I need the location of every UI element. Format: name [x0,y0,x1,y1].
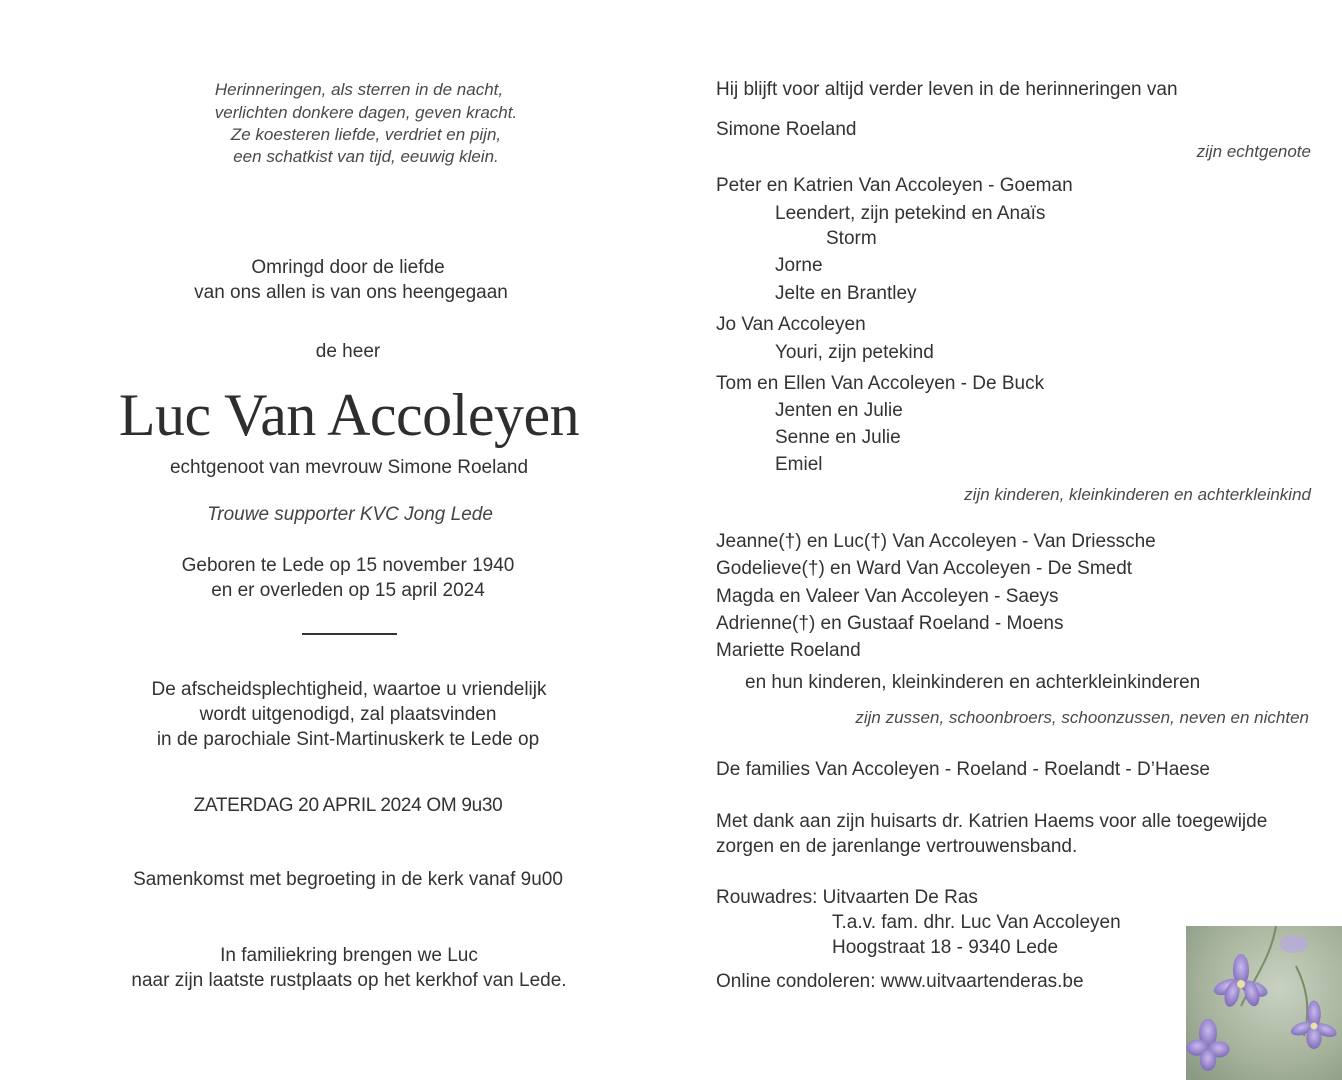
sibling-family: Adrienne(†) en Gustaaf Roeland - Moens [716,613,1064,634]
grandchild: Senne en Julie [775,427,901,448]
great-grandchild: Storm [826,228,877,249]
poem-line: Herinneringen, als sterren in de nacht, [214,80,504,99]
sibling-family: Mariette Roeland [716,640,861,661]
grandchild: Jenten en Julie [775,400,903,421]
thanks-line: Met dank aan zijn huisarts dr. Katrien Haems voor alle toegewijde [716,811,1268,832]
sibling-family: Magda en Valeer Van Accoleyen - Saeys [716,586,1059,607]
death-line: en er overleden op 15 april 2024 [211,580,485,601]
siblings-extra: en hun kinderen, kleinkinderen en achterkleinkinderen [745,672,1201,693]
child-family: Peter en Katrien Van Accoleyen - Goeman [716,175,1073,196]
spouse-line: echtgenoot van mevrouw Simone Roeland [169,457,529,478]
families-line: De families Van Accoleyen - Roeland - Roelandt - D’Haese [716,759,1210,780]
sibling-family: Jeanne(†) en Luc(†) Van Accoleyen - Van Driessche [716,531,1156,552]
grandchild: Youri, zijn petekind [775,342,934,363]
thanks-line: zorgen en de jarenlange vertrouwensband. [716,836,1078,857]
siblings-role: zijn zussen, schoonbroers, schoonzussen, neven en nichten [855,708,1309,727]
grandchild: Jelte en Brantley [775,283,917,304]
birth-line: Geboren te Lede op 15 november 1940 [181,555,515,576]
spouse-name: Simone Roeland [716,119,857,140]
burial-line: In familiekring brengen we Luc [220,945,478,966]
divider [302,633,397,635]
sibling-family: Godelieve(†) en Ward Van Accoleyen - De Smedt [716,558,1133,579]
remembrance-intro: Hij blijft voor altijd verder leven in de herinneringen van [716,79,1178,100]
child-family: Tom en Ellen Van Accoleyen - De Buck [716,373,1045,394]
ceremony-line: in de parochiale Sint-Martinuskerk te Lede op [156,729,540,750]
poem-line: een schatkist van tijd, eeuwig klein. [233,147,499,166]
online-condolence[interactable]: Online condoleren: www.uitvaartenderas.be [716,971,1084,992]
address-line: T.a.v. fam. dhr. Luc Van Accoleyen [832,912,1121,933]
grandchild: Emiel [775,454,823,475]
honorific: de heer [315,341,381,362]
intro-line: Omringd door de liefde [251,257,445,278]
intro-line: van ons allen is van ons heengegaan [194,282,508,303]
gathering-line: Samenkomst met begroeting in de kerk vanaf 9u00 [133,869,563,890]
poem-line: verlichten donkere dagen, geven kracht. [214,103,518,122]
columbine-flower-icon [1186,926,1342,1080]
address-line: Hoogstraat 18 - 9340 Lede [832,937,1059,958]
child-family: Jo Van Accoleyen [716,314,866,335]
address-label: Rouwadres: Uitvaarten De Ras [716,887,978,908]
supporter-line: Trouwe supporter KVC Jong Lede [207,504,493,525]
ceremony-date: ZATERDAG 20 APRIL 2024 OM 9u30 [193,795,503,816]
poem-line: Ze koesteren liefde, verdriet en pijn, [230,125,502,144]
grandchild: Jorne [775,255,823,276]
ceremony-line: De afscheidsplechtigheid, waartoe u vriendelijk [151,679,547,700]
spouse-role: zijn echtgenote [1196,142,1311,161]
grandchild: Leendert, zijn petekind en Anaïs [775,203,1046,224]
deceased-name: Luc Van Accoleyen [118,382,580,448]
burial-line: naar zijn laatste rustplaats op het kerkhof van Lede. [131,970,567,991]
ceremony-line: wordt uitgenodigd, zal plaatsvinden [199,704,497,725]
children-role: zijn kinderen, kleinkinderen en achterkleinkind [964,485,1311,504]
